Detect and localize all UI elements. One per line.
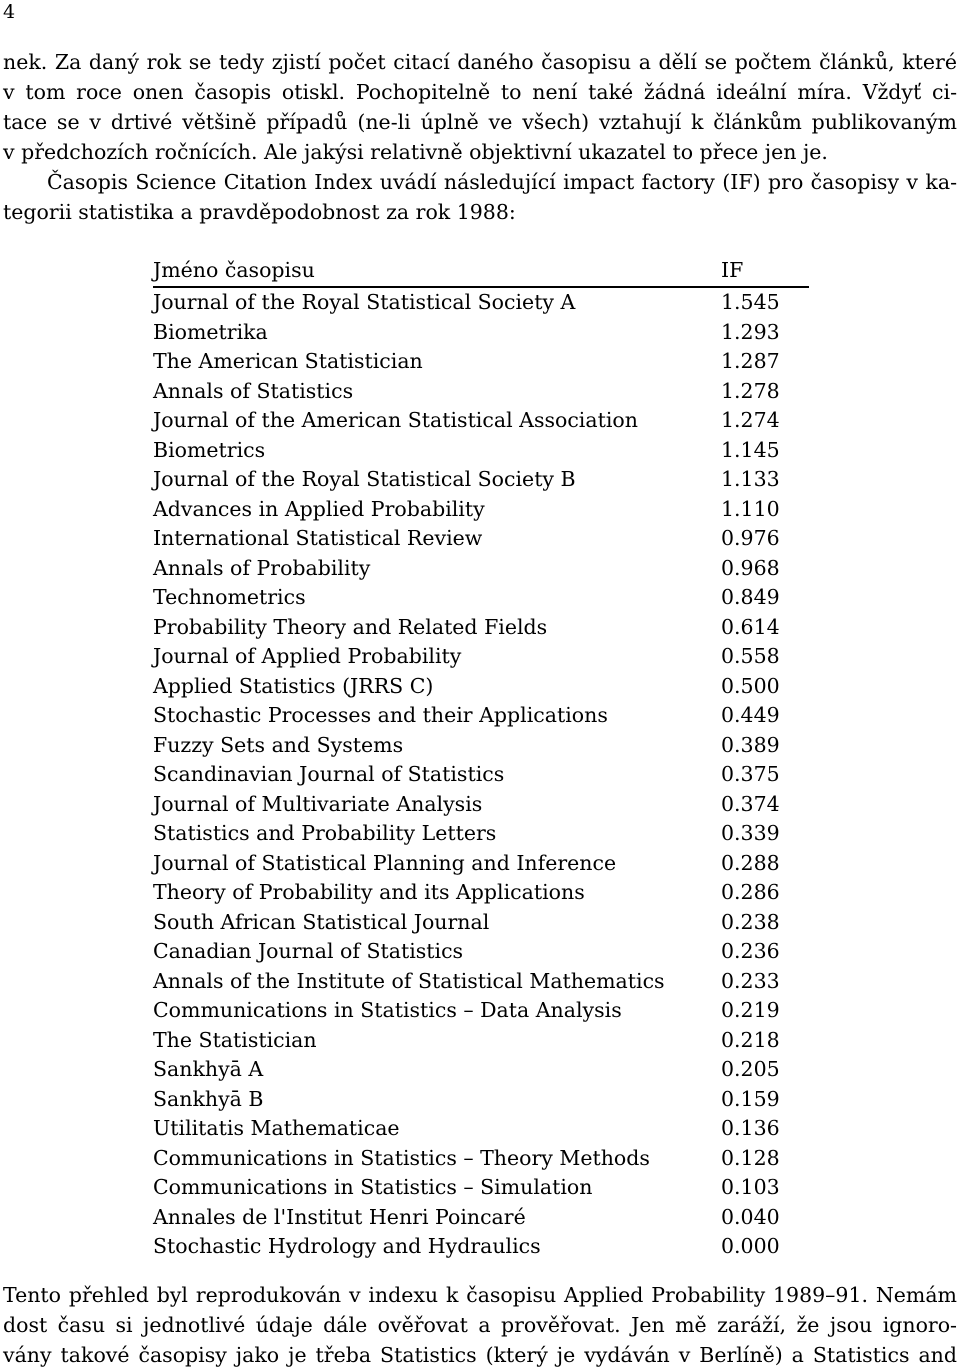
journal-name: Stochastic Processes and their Applications <box>153 703 608 727</box>
impact-factor-value: 0.968 <box>721 555 780 580</box>
column-header-journal-name: Jméno časopisu <box>153 258 315 282</box>
table-row <box>153 908 809 938</box>
impact-factor-value: 0.000 <box>721 1234 780 1258</box>
impact-factor-value: 0.976 <box>721 526 780 550</box>
intro-line: v předchozích ročnících. Ale jakýsi relativně objektivní ukazatel to přece jen je. <box>3 140 828 164</box>
journal-name: Technometrics <box>153 585 306 609</box>
intro-line: tegorii statistika a pravděpodobnost za rok 1988: <box>3 200 516 224</box>
journal-name: Fuzzy Sets and Systems <box>153 732 404 757</box>
table-row <box>153 583 809 613</box>
impact-factor-value: 0.614 <box>721 614 780 639</box>
intro-line: tace se v drtivé většině případů (ne-li úplně ve všech) vztahují k článkům publikovaným <box>3 110 957 134</box>
page-number: 4 <box>3 1 16 23</box>
journal-name: Journal of the American Statistical Association <box>153 408 638 432</box>
journal-name: Annals of the Institute of Statistical Mathematics <box>153 968 665 993</box>
table-row <box>153 1085 809 1115</box>
journal-name: Sankhyā B <box>153 1086 264 1111</box>
table-row <box>153 318 809 348</box>
table-row <box>153 347 809 377</box>
table-row <box>153 996 809 1026</box>
impact-factor-value: 0.500 <box>721 673 780 698</box>
table-row <box>153 1232 809 1262</box>
journal-name: Communications in Statistics – Data Analysis <box>153 998 622 1022</box>
impact-factor-value: 1.278 <box>721 378 780 403</box>
journal-name: Theory of Probability and its Applications <box>153 880 585 904</box>
table-row <box>153 377 809 407</box>
table-row <box>153 937 809 967</box>
impact-factor-value: 0.449 <box>721 703 780 727</box>
table-row <box>153 1055 809 1085</box>
table-row <box>153 731 809 761</box>
intro-line: v tom roce onen časopis otiskl. Pochopitelně to není také žádná ideální míra. Vždyť ci- <box>3 80 957 104</box>
journal-name: Annals of Statistics <box>153 378 354 403</box>
table-row <box>153 436 809 466</box>
journal-name: Sankhyā A <box>153 1057 264 1081</box>
outro-line: vány takové časopisy jako je třeba Statistics (který je vydáván v Berlíně) a Statistics and <box>3 1343 957 1367</box>
impact-factor-value: 0.374 <box>721 791 780 816</box>
impact-factor-table <box>153 255 809 1262</box>
table-row <box>153 790 809 820</box>
table-row <box>153 288 809 318</box>
journal-name: Communications in Statistics – Theory Methods <box>153 1145 650 1170</box>
table-row <box>153 878 809 908</box>
impact-factor-value: 1.545 <box>721 290 780 314</box>
journal-name: Biometrics <box>153 437 266 462</box>
table-row <box>153 1114 809 1144</box>
journal-name: Canadian Journal of Statistics <box>153 939 464 963</box>
journal-name: Communications in Statistics – Simulation <box>153 1175 593 1199</box>
impact-factor-value: 0.136 <box>721 1116 780 1140</box>
table-row <box>153 1203 809 1233</box>
impact-factor-value: 0.339 <box>721 821 780 845</box>
impact-factor-value: 0.389 <box>721 732 780 757</box>
impact-factor-value: 0.218 <box>721 1027 780 1052</box>
journal-name: Annals of Probability <box>153 555 371 580</box>
table-row <box>153 465 809 495</box>
journal-name: Probability Theory and Related Fields <box>153 614 548 639</box>
impact-factor-value: 0.103 <box>721 1175 780 1199</box>
journal-name: South African Statistical Journal <box>153 909 490 934</box>
table-row <box>153 849 809 879</box>
table-row <box>153 524 809 554</box>
table-row <box>153 406 809 436</box>
impact-factor-value: 0.288 <box>721 850 780 875</box>
outro-line: dost času si jednotlivé údaje dále ověřovat a prověřovat. Jen mě zaráží, že jsou ignoro- <box>3 1313 957 1337</box>
table-row <box>153 701 809 731</box>
impact-factor-value: 1.145 <box>721 437 780 462</box>
impact-factor-value: 0.128 <box>721 1145 780 1170</box>
impact-factor-value: 0.849 <box>721 585 780 609</box>
impact-factor-value: 0.236 <box>721 939 780 963</box>
journal-name: Stochastic Hydrology and Hydraulics <box>153 1234 541 1258</box>
journal-name: Journal of Applied Probability <box>153 644 462 668</box>
table-row <box>153 642 809 672</box>
journal-name: Journal of Multivariate Analysis <box>153 791 483 816</box>
impact-factor-value: 0.558 <box>721 644 780 668</box>
table-body <box>153 288 809 1262</box>
intro-line: nek. Za daný rok se tedy zjistí počet citací daného časopisu a dělí se počtem článků, které <box>3 50 957 74</box>
impact-factor-value: 0.205 <box>721 1057 780 1081</box>
impact-factor-value: 0.238 <box>721 909 780 934</box>
impact-factor-value: 1.274 <box>721 408 780 432</box>
table-header <box>153 255 809 288</box>
table-row <box>153 819 809 849</box>
table-row <box>153 760 809 790</box>
table-row <box>153 672 809 702</box>
journal-name: Journal of the Royal Statistical Society B <box>153 467 576 491</box>
impact-factor-value: 1.110 <box>721 496 780 521</box>
journal-name: Journal of the Royal Statistical Society A <box>153 290 576 314</box>
journal-name: Advances in Applied Probability <box>153 496 485 521</box>
journal-name: Statistics and Probability Letters <box>153 821 497 845</box>
journal-name: Annales de l'Institut Henri Poincaré <box>153 1204 526 1229</box>
impact-factor-value: 0.159 <box>721 1086 780 1111</box>
journal-name: Journal of Statistical Planning and Inference <box>153 850 617 875</box>
journal-name: International Statistical Review <box>153 526 483 550</box>
impact-factor-value: 0.375 <box>721 762 780 786</box>
impact-factor-value: 1.133 <box>721 467 780 491</box>
table-row <box>153 1173 809 1203</box>
journal-name: The Statistician <box>153 1027 317 1052</box>
outro-paragraph <box>3 1280 957 1370</box>
table-row <box>153 967 809 997</box>
outro-line: Tento přehled byl reprodukován v indexu k časopisu Applied Probability 1989–91. Nemám <box>3 1283 957 1307</box>
table-row <box>153 613 809 643</box>
column-header-if: IF <box>721 258 744 282</box>
journal-name: The American Statistician <box>153 349 423 373</box>
impact-factor-value: 0.040 <box>721 1204 780 1229</box>
table-row <box>153 1144 809 1174</box>
journal-name: Utilitatis Mathematicae <box>153 1116 400 1140</box>
impact-factor-value: 0.219 <box>721 998 780 1022</box>
intro-line: Časopis Science Citation Index uvádí následující impact factory (IF) pro časopisy v ka- <box>47 170 957 194</box>
table-row <box>153 1026 809 1056</box>
table-row <box>153 495 809 525</box>
intro-paragraph <box>3 47 957 227</box>
journal-name: Scandinavian Journal of Statistics <box>153 762 505 786</box>
impact-factor-value: 0.286 <box>721 880 780 904</box>
journal-name: Biometrika <box>153 319 268 344</box>
impact-factor-value: 1.287 <box>721 349 780 373</box>
journal-name: Applied Statistics (JRRS C) <box>153 673 434 698</box>
table-row <box>153 554 809 584</box>
impact-factor-value: 0.233 <box>721 968 780 993</box>
impact-factor-value: 1.293 <box>721 319 780 344</box>
